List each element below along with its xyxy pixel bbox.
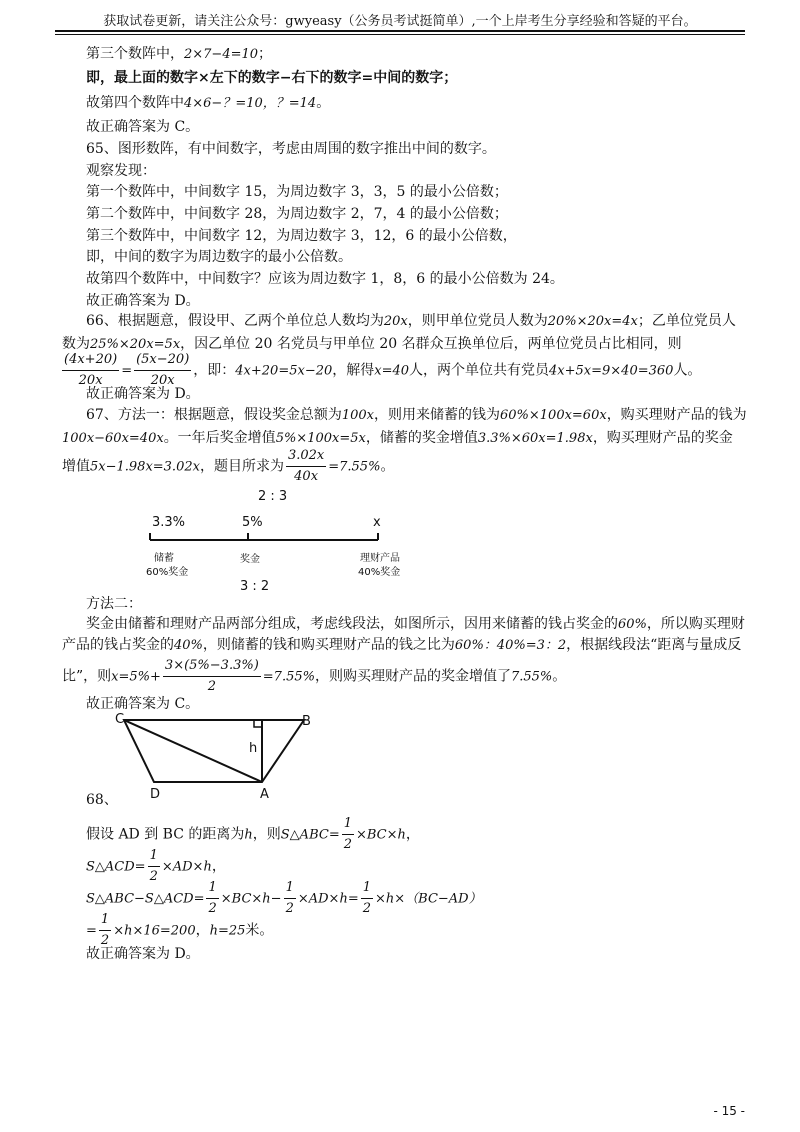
text: ，解得	[332, 362, 375, 379]
answer-65: 故正确答案为 D。	[86, 293, 200, 309]
text: ，则甲单位党员人数为	[407, 313, 548, 329]
math: 3.3%×60x=1.98x	[477, 431, 593, 446]
math: 25%×20x=5x	[90, 337, 181, 352]
label-wealth-share: 40%奖金	[358, 567, 401, 578]
text: 人。	[673, 362, 702, 379]
math: 4×6−？=10，？=14	[184, 96, 317, 111]
fraction	[342, 814, 354, 855]
segment-diagram	[140, 482, 420, 594]
denominator: 2	[207, 679, 216, 694]
math: S△ACD=	[86, 859, 146, 875]
math: =	[86, 923, 97, 939]
text: ，题目所求为	[199, 458, 284, 475]
math: x=5%+	[111, 669, 161, 685]
numerator: (4x+20)	[62, 350, 119, 371]
math: 7.55%	[510, 669, 553, 685]
math: 20%×20x=4x	[547, 314, 638, 329]
vertex-C: C	[115, 712, 125, 727]
numerator: 1	[342, 814, 354, 835]
text: 67、方法一：根据题意，假设奖金总额为	[86, 407, 342, 423]
math: 5%×100x=5x	[275, 431, 366, 446]
value-right: x	[373, 515, 381, 530]
vertex-D: D	[150, 787, 161, 802]
bottom-ratio: 3 : 2	[240, 579, 270, 594]
math: 4x+5x=9×40=360	[549, 363, 674, 379]
top-ratio: 2 : 3	[258, 489, 288, 504]
text: 故第四个数阵中	[86, 95, 184, 111]
answer-67: 故正确答案为 C。	[86, 696, 200, 712]
math: ×BC×h	[356, 827, 406, 843]
math: 5x−1.98x=3.02x	[90, 459, 200, 475]
text: ，购买理财产品的钱为	[606, 407, 747, 423]
numerator: 3×(5%−3.3%)	[163, 656, 261, 677]
height-label: h	[249, 741, 258, 756]
text: ，则购买理财产品的奖金增值了	[314, 668, 511, 685]
text: 人，两个单位共有党员	[409, 362, 550, 379]
math: h=25	[209, 923, 246, 939]
math: 60%：40%=3：2	[454, 638, 567, 653]
math: =	[121, 363, 133, 379]
math: x=40	[374, 363, 410, 379]
numerator: 1	[148, 846, 160, 867]
math: 100x−60x=40x	[62, 431, 164, 446]
denominator: 2	[149, 869, 158, 884]
q67-line-1	[86, 405, 747, 426]
math: 40%	[174, 638, 203, 653]
math: ×h×16=200	[113, 923, 196, 939]
text: 增值	[62, 458, 90, 475]
q66-line-1	[86, 311, 736, 332]
right-angle-mark	[254, 720, 262, 727]
value-left: 3.3%	[152, 515, 186, 530]
fraction	[163, 656, 261, 697]
math: =7.55%	[328, 459, 381, 475]
q65-matrix-3: 第三个数阵中，中间数字 12，为周边数字 3，12，6 的最小公倍数，	[86, 228, 517, 244]
text: 假设 AD 到 BC 的距离为	[86, 826, 245, 843]
denominator: 2	[362, 901, 371, 916]
math: 60%×100x=60x	[499, 408, 607, 423]
q65-matrix-1: 第一个数阵中，中间数字 15，为周边数字 3，3，5 的最小公倍数；	[86, 184, 508, 200]
q67-m2-line-3	[62, 656, 566, 697]
q65-observe: 观察发现：	[86, 163, 156, 179]
denominator: 2	[100, 933, 110, 948]
label-savings: 储蓄	[154, 553, 174, 564]
math: S△ABC−S△ACD=	[86, 891, 205, 907]
denominator: 2	[208, 901, 217, 916]
q67-m2-line-1	[86, 614, 745, 635]
text: 比”，则	[62, 668, 112, 685]
numerator: (5x−20)	[134, 350, 191, 371]
text: ，所以购买理财	[646, 616, 745, 632]
text: ，	[405, 826, 420, 843]
header-rule	[55, 30, 745, 32]
text: ，则用来储蓄的钱为	[373, 407, 500, 423]
line-2: 即，最上面的数字×左下的数字−右下的数字=中间的数字；	[86, 70, 458, 86]
text: 数为	[62, 336, 90, 352]
math: ×BC×h−	[220, 891, 282, 907]
numerator: 1	[99, 910, 111, 931]
trapezoid-shape	[124, 720, 304, 782]
math: ×AD×h=	[297, 891, 359, 907]
math: ×h×（BC−AD）	[375, 891, 482, 907]
math: h	[244, 827, 253, 843]
header-rule-thin	[55, 34, 745, 35]
vertex-A: A	[260, 787, 269, 802]
text: ；乙单位党员人	[637, 313, 736, 329]
text: ，储蓄的奖金增值	[365, 430, 478, 446]
line-3	[86, 93, 330, 114]
label-bonus: 奖金	[240, 554, 260, 565]
fraction	[284, 878, 296, 919]
text: 奖金由储蓄和理财产品两部分组成，考虑线段法，如图所示，因用来储蓄的钱占奖金的	[86, 616, 618, 632]
line-1	[86, 44, 272, 65]
math: ×AD×h	[161, 859, 212, 875]
math: =7.55%	[262, 669, 315, 685]
q68-number: 68、	[86, 792, 118, 808]
denominator: 2	[343, 837, 352, 852]
math: 60%	[618, 617, 647, 632]
text: ，购买理财产品的奖金	[592, 430, 733, 446]
q65-intro: 65、图形数阵，有中间数字，考虑由周围的数字推出中间的数字。	[86, 141, 496, 157]
text: ；	[258, 46, 273, 62]
q67-line-3	[62, 446, 394, 487]
q67-m2-line-2	[62, 635, 741, 656]
text: ，则	[252, 826, 281, 843]
text: 。	[380, 458, 395, 475]
text: ，即：	[193, 362, 236, 379]
text: ，因乙单位 20 名党员与甲单位 20 名群众互换单位后，两单位党员占比相同，则	[180, 336, 682, 352]
label-savings-share: 60%奖金	[146, 567, 189, 578]
diagonal-CA	[124, 720, 262, 782]
trapezoid-diagram	[112, 710, 317, 802]
text: ，	[195, 922, 210, 939]
label-wealth: 理财产品	[360, 553, 400, 564]
text: 。一年后奖金增值	[163, 430, 276, 446]
page-number: - 15 -	[713, 1104, 745, 1118]
answer-66: 故正确答案为 D。	[86, 386, 200, 402]
numerator: 3.02x	[286, 446, 326, 467]
answer-68: 故正确答案为 D。	[86, 946, 200, 962]
math: 4x+20=5x−20	[235, 363, 333, 379]
text: 。	[316, 95, 331, 111]
numerator: 1	[206, 878, 218, 899]
text: 。	[552, 668, 567, 685]
fraction	[361, 878, 373, 919]
value-mid: 5%	[242, 515, 263, 530]
text: 产品的钱占奖金的	[62, 637, 174, 653]
text: ，则储蓄的钱和购买理财产品的钱之比为	[202, 637, 455, 653]
q65-matrix-2: 第二个数阵中，中间数字 28，为周边数字 2，7，4 的最小公倍数；	[86, 206, 508, 222]
q65-conclusion: 故第四个数阵中，中间数字？应该为周边数字 1，8，6 的最小公倍数为 24。	[86, 271, 564, 287]
fraction	[286, 446, 326, 487]
text: ，根据线段法“距离与量成反	[566, 637, 742, 653]
denominator: 20x	[150, 373, 175, 388]
denominator: 40x	[294, 469, 319, 484]
text: 米。	[245, 922, 274, 939]
numerator: 1	[361, 878, 373, 899]
denominator: 20x	[78, 373, 103, 388]
text: 第三个数阵中，	[86, 46, 184, 62]
text: ，	[211, 858, 226, 875]
math: 100x	[341, 408, 374, 423]
text: 66、根据题意，假设甲、乙两个单位总人数均为	[86, 313, 384, 329]
numerator: 1	[284, 878, 296, 899]
vertex-B: B	[302, 714, 311, 729]
math: 2×7−4=10	[184, 47, 259, 62]
denominator: 2	[285, 901, 294, 916]
q65-rule: 即，中间的数字为周边数字的最小公倍数。	[86, 249, 352, 265]
math: S△ABC=	[280, 827, 340, 843]
answer-64: 故正确答案为 C。	[86, 119, 200, 135]
page-header: 获取试卷更新，请关注公众号：gwyeasy（公务员考试挺简单）,一个上岸考生分享经验和答疑的平台。	[103, 14, 697, 29]
q67-method-2: 方法二：	[86, 596, 142, 612]
math: 20x	[383, 314, 408, 329]
